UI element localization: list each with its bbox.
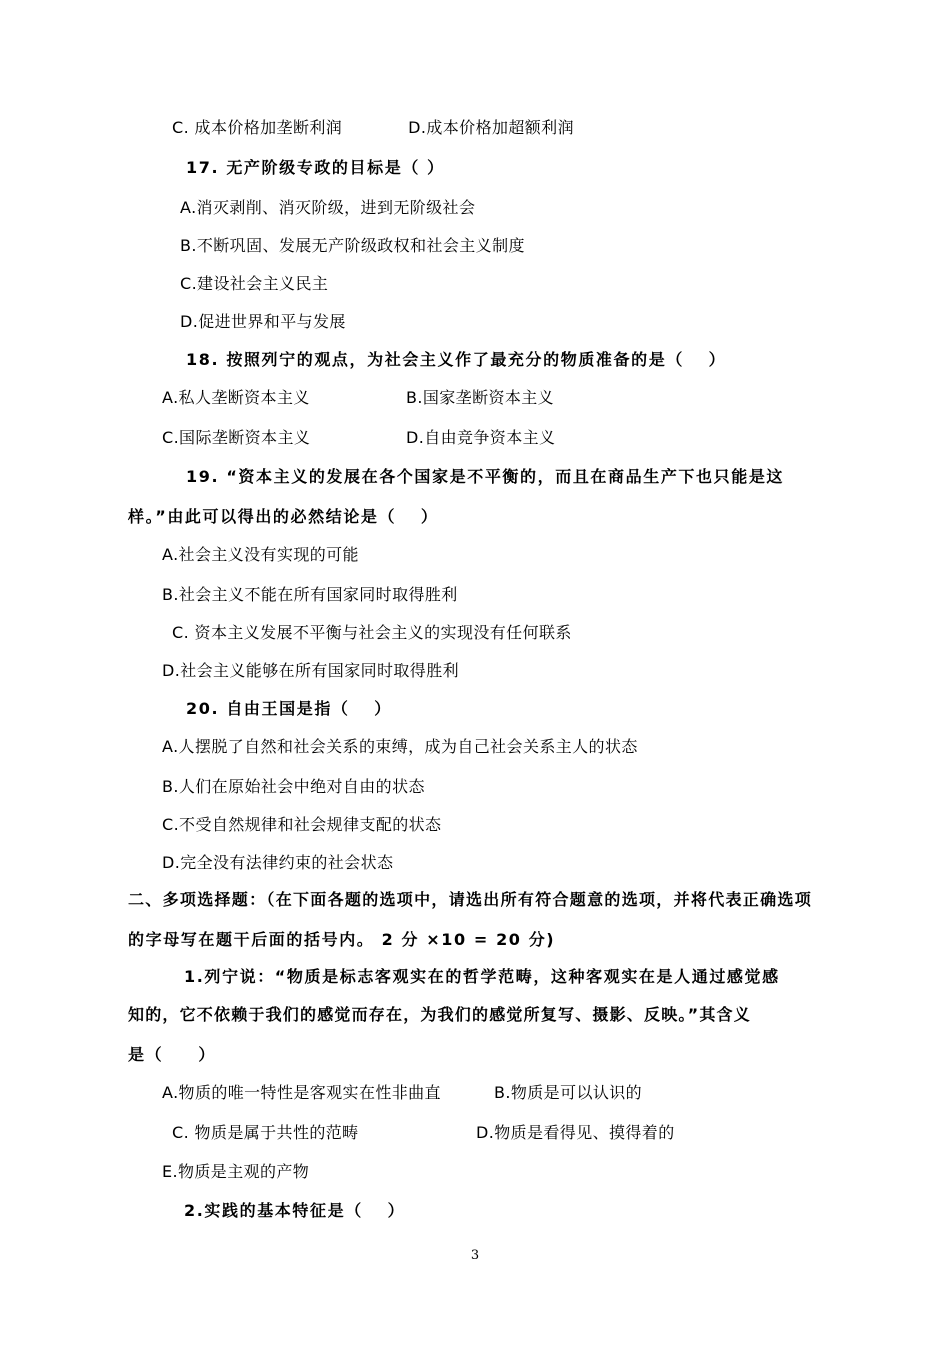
mq1-option-a: A.物质的唯一特性是客观实在性非曲直 <box>162 1083 441 1102</box>
q16-option-d: D.成本价格加超额利润 <box>408 118 574 137</box>
mq1-option-b: B.物质是可以认识的 <box>494 1083 643 1102</box>
q20-stem: 20. 自由王国是指（ ） <box>186 699 392 718</box>
mq1-option-c: C. 物质是属于共性的范畴 <box>172 1123 359 1142</box>
q20-option-c: C.不受自然规律和社会规律支配的状态 <box>162 815 442 834</box>
q17-option-a: A.消灭剥削、消灭阶级，进到无阶级社会 <box>180 198 476 217</box>
q20-option-a: A.人摆脱了自然和社会关系的束缚，成为自己社会关系主人的状态 <box>162 737 638 756</box>
q17-stem: 17. 无产阶级专政的目标是（ ） <box>186 158 445 177</box>
mq1-stem-line-1: 1.列宁说：“物质是标志客观实在的哲学范畴，这种客观实在是人通过感觉感 <box>184 967 780 986</box>
q17-option-d: D.促进世界和平与发展 <box>180 312 346 331</box>
q17-option-c: C.建设社会主义民主 <box>180 274 329 293</box>
q18-stem: 18. 按照列宁的观点，为社会主义作了最充分的物质准备的是（ ） <box>186 350 727 369</box>
q18-option-c: C.国际垄断资本主义 <box>162 428 311 447</box>
section-2-heading-line-1: 二、多项选择题：（在下面各题的选项中，请选出所有符合题意的选项，并将代表正确选项 <box>128 890 813 909</box>
q19-stem-line-2: 样。”由此可以得出的必然结论是（ ） <box>128 507 439 526</box>
mq1-options-row-2 <box>172 1122 675 1144</box>
q17-option-b: B.不断巩固、发展无产阶级政权和社会主义制度 <box>180 236 525 255</box>
mq1-stem-line-3: 是（ ） <box>128 1045 217 1064</box>
mq1-option-e: E.物质是主观的产物 <box>162 1162 310 1181</box>
q18-option-b: B.国家垄断资本主义 <box>406 388 555 407</box>
q20-option-d: D.完全没有法律约束的社会状态 <box>162 853 394 872</box>
mq2-stem: 2.实践的基本特征是（ ） <box>184 1201 406 1220</box>
q19-stem-line-1: 19. “资本主义的发展在各个国家是不平衡的，而且在商品生产下也只能是这 <box>186 467 785 486</box>
q18-option-a: A.私人垄断资本主义 <box>162 388 310 407</box>
q19-option-d: D.社会主义能够在所有国家同时取得胜利 <box>162 661 460 680</box>
q19-option-a: A.社会主义没有实现的可能 <box>162 545 359 564</box>
q18-option-d: D.自由竞争资本主义 <box>406 428 556 447</box>
mq1-stem-line-2: 知的，它不依赖于我们的感觉而存在，为我们的感觉所复写、摄影、反映。”其含义 <box>128 1005 751 1024</box>
mq1-option-d: D.物质是看得见、摸得着的 <box>476 1123 675 1142</box>
section-2-heading-line-2: 的字母写在题干后面的括号内。 2 分 ×10 = 20 分) <box>128 930 556 949</box>
q20-option-b: B.人们在原始社会中绝对自由的状态 <box>162 777 425 796</box>
q16-option-c: C. 成本价格加垄断利润 <box>172 118 343 137</box>
q18-options-row-1 <box>162 387 554 409</box>
q18-options-row-2 <box>162 427 555 449</box>
q19-option-b: B.社会主义不能在所有国家同时取得胜利 <box>162 585 458 604</box>
page-number: 3 <box>470 1248 480 1263</box>
mq1-options-row-1 <box>162 1082 642 1104</box>
q16-options-row-2 <box>172 117 574 139</box>
q19-option-c: C. 资本主义发展不平衡与社会主义的实现没有任何联系 <box>172 623 572 642</box>
